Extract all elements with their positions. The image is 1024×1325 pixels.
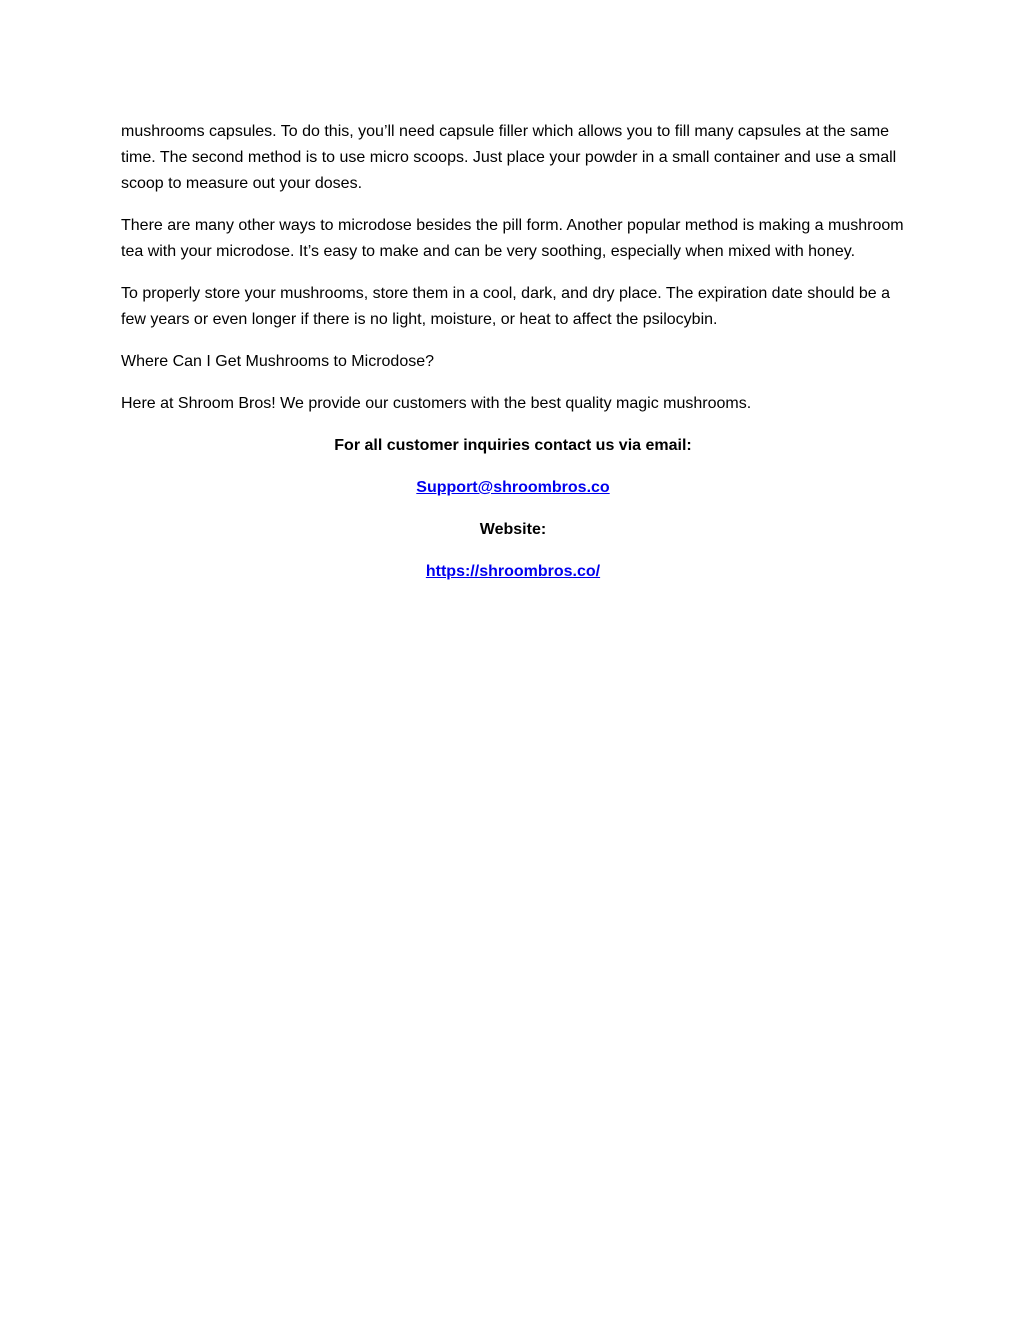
website-link[interactable]: https://shroombros.co/ <box>425 563 601 580</box>
email-link-container <box>121 475 905 501</box>
email-heading: For all customer inquiries contact us via email: <box>334 437 692 454</box>
paragraph-storage: To properly store your mushrooms, store them in a cool, dark, and dry place. The expiration date should be a few years or even longer if there is no light, moisture, or heat to affect the psilocybin. <box>121 285 890 328</box>
paragraph-shroom-bros: Here at Shroom Bros! We provide our customers with the best quality magic mushrooms. <box>121 395 752 412</box>
website-heading: Website: <box>479 521 547 538</box>
email-link[interactable]: Support@shroombros.co <box>416 479 610 496</box>
paragraph-capsules: mushrooms capsules. To do this, you’ll need capsule filler which allows you to fill many capsules at the same time. The second method is to use micro scoops. Just place your powder in a small container and use a small scoop to measure out your doses. <box>121 123 897 192</box>
document-body <box>121 119 905 601</box>
paragraph-other-methods: There are many other ways to microdose besides the pill form. Another popular method is making a mushroom tea with your microdose. It’s easy to make and can be very soothing, especially when mixed with honey. <box>121 217 904 260</box>
website-link-container <box>121 559 905 585</box>
paragraph-where-heading: Where Can I Get Mushrooms to Microdose? <box>121 353 435 370</box>
